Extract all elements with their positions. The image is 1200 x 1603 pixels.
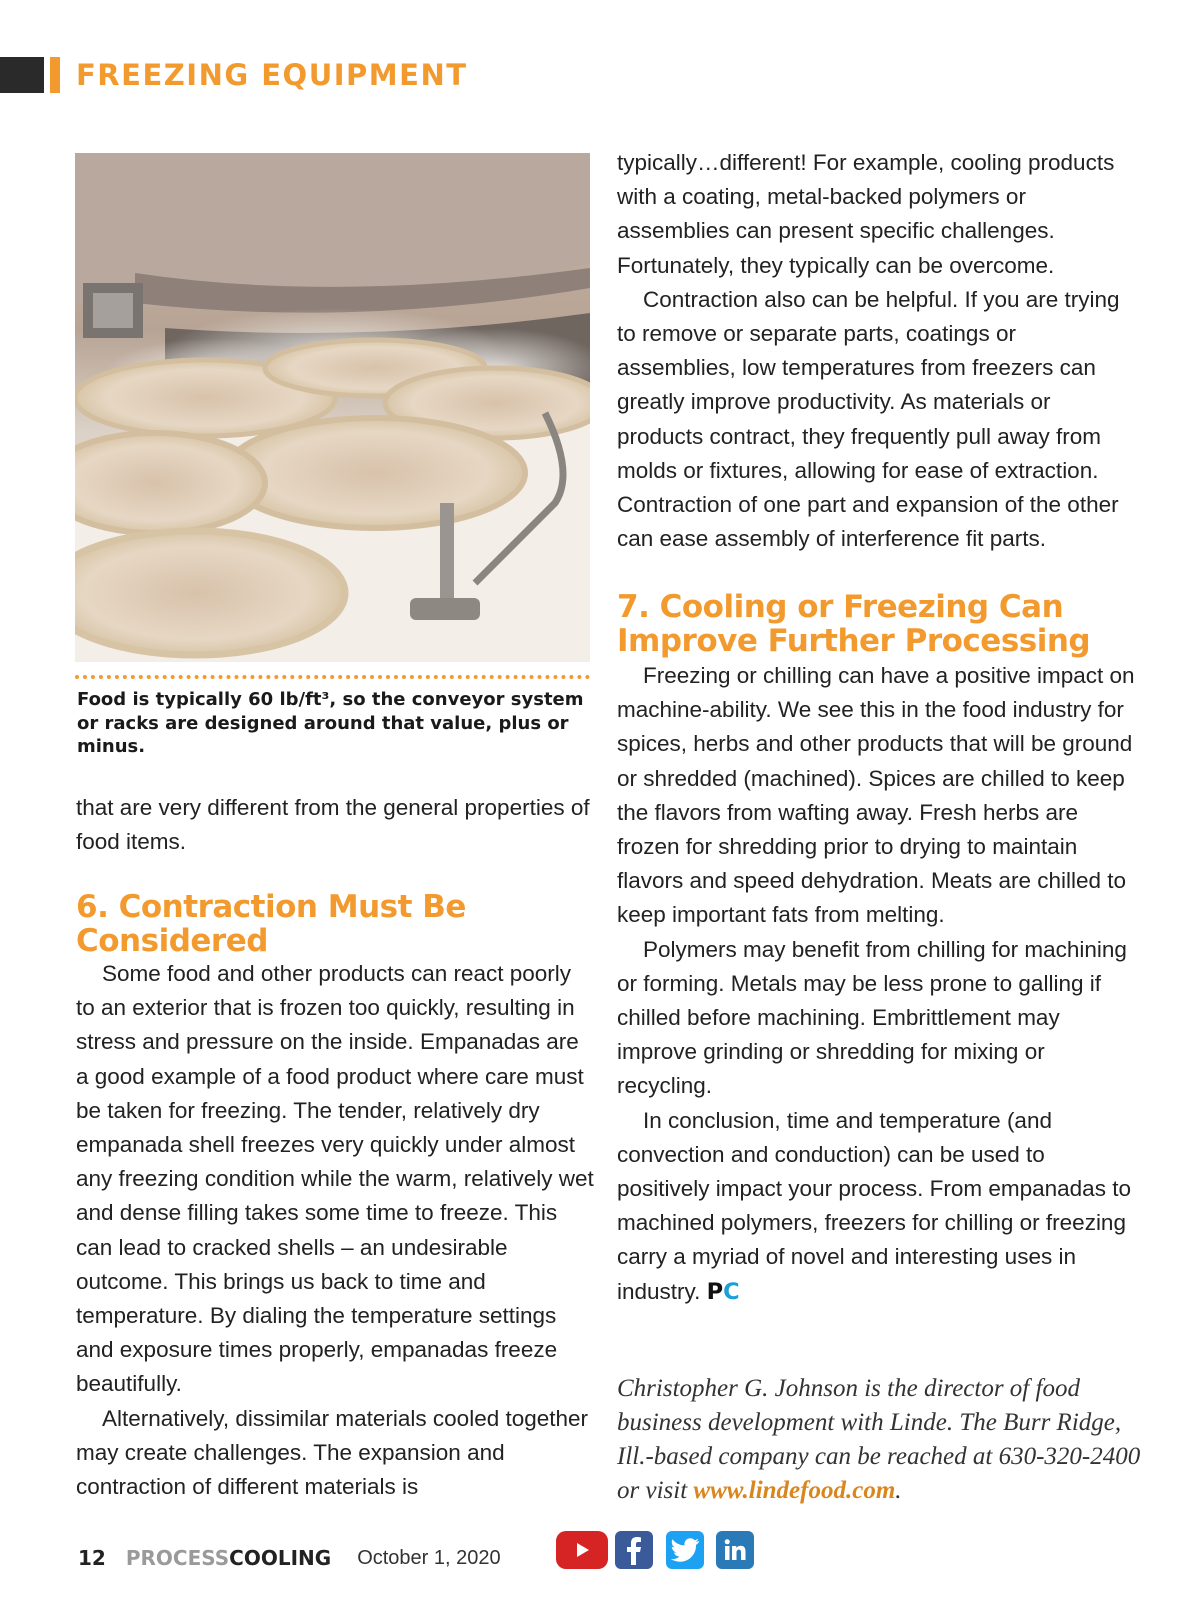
end-mark-p: P [706, 1278, 724, 1305]
section-7-paragraph-1: Freezing or chilling can have a positive impact on machine-ability. We see this in the food industry for spices, herbs and other products that will be ground or shredded (machined). Spices are chilled to keep the flavors from wafting away. Fresh herbs are frozen for shredding prior to drying to maintain flavors and speed dehydration. Meats are chilled to keep important fats from melting. [617, 663, 1135, 928]
section-7-paragraph-2: Polymers may benefit from chilling for machining or forming. Metals may be less prone to galling if chilled before machining. Embrittlement may improve grinding or shredding for mixing or recycling. [617, 936, 1127, 1099]
linde-website-link[interactable]: www.lindefood.com [693, 1477, 896, 1504]
page-number: 12 [78, 1546, 106, 1570]
continued-paragraph: typically…different! For example, cooling products with a coating, metal-backed polymers or assemblies can present specific challenges. Fortunately, they typically can be overcome. [617, 150, 1115, 278]
contraction-paragraph: Contraction also can be helpful. If you are trying to remove or separate parts, coatings or assemblies, low temperatures from freezers can greatly improve productivity. As materials or products contract, they frequently pull away from molds or fixtures, allowing for ease of extraction. Contraction of one part and expansion of the other can ease assembly of interference fit parts. [617, 286, 1120, 552]
photo-caption: Food is typically 60 lb/ft³, so the conveyor system or racks are designed around that value, plus or minus. [77, 689, 584, 757]
facebook-icon[interactable] [615, 1531, 653, 1569]
section-6-heading-line1: 6. Contraction Must Be [76, 889, 466, 925]
section-title: FREEZING EQUIPMENT [76, 58, 468, 92]
section-6-heading-line2: Considered [76, 923, 268, 959]
intro-paragraph-text: that are very different from the general properties of food items. [76, 795, 590, 855]
section-7-paragraph-3 [617, 1104, 1137, 1309]
section-7-body [617, 659, 1137, 1309]
brand-part-process: PROCESS [125, 1546, 230, 1570]
section-6-heading [76, 890, 466, 958]
author-bio-end: . [895, 1477, 902, 1504]
brand-part-cooling: COOLING [229, 1546, 332, 1570]
header-bar-dark [0, 57, 44, 93]
left-intro-paragraph [76, 791, 596, 859]
end-mark-c: C [723, 1278, 740, 1305]
linkedin-icon[interactable] [716, 1531, 754, 1569]
section-7-heading-line2: Improve Further Processing [617, 623, 1091, 659]
pizza-conveyor-photo [75, 153, 590, 662]
page-footer [78, 1543, 501, 1573]
magazine-brand [126, 1546, 331, 1570]
section-6-body [76, 957, 596, 1504]
section-6-paragraph-1: Some food and other products can react poorly to an exterior that is frozen too quickly, resulting in stress and pressure on the inside. Empanadas are a good example of a food product where care must be taken for freezing. The tender, relatively dry empanada shell freezes very quickly under almost any freezing condition while the warm, relatively wet and dense filling takes some time to freeze. This can lead to cracked shells – an undesirable outcome. This brings us back to time and temperature. By dialing the temperature settings and exposure times properly, empanadas freeze beautifully. [76, 961, 594, 1397]
author-bio-text: Christopher G. Johnson is the director of food business development with Linde. The Burr Ridge, Ill.-based company can be reached at 630-320-2400 or visit [617, 1375, 1141, 1504]
header-bar-orange [50, 57, 60, 93]
twitter-icon[interactable] [666, 1531, 704, 1569]
section-7-paragraph-3-text: In conclusion, time and temperature (and convection and conduction) can be used to positively impact your process. From empanadas to machined polymers, freezers for chilling or freezing carry a myriad of novel and interesting uses in industry. [617, 1107, 1131, 1304]
caption-divider [75, 675, 590, 679]
right-top-body [617, 146, 1137, 556]
section-7-heading-line1: 7. Cooling or Freezing Can [617, 589, 1064, 625]
youtube-icon[interactable] [556, 1531, 608, 1569]
section-7-heading [617, 590, 1090, 658]
author-bio [617, 1372, 1147, 1508]
section-6-paragraph-2: Alternatively, dissimilar materials cooled together may create challenges. The expansion and contraction of different materials is [76, 1405, 589, 1500]
issue-date: October 1, 2020 [357, 1546, 501, 1569]
